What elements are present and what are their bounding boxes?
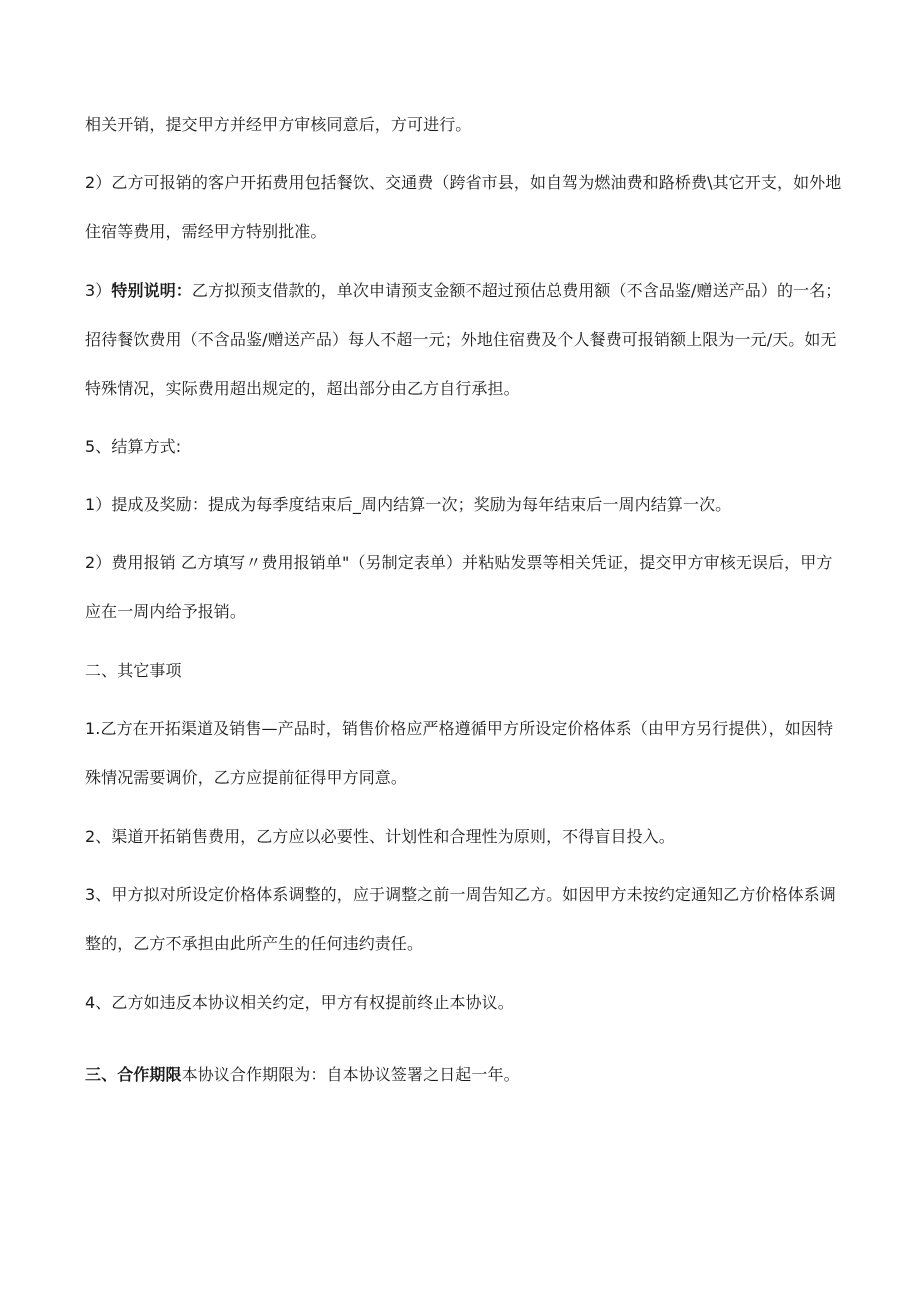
paragraph-reimbursable-expenses: 2）乙方可报销的客户开拓费用包括餐饮、交通费（跨省市县，如自驾为燃油费和路桥费\其它开支，如外地住宿等费用，需经甲方特别批准。: [85, 173, 842, 241]
section-cooperation-term: [85, 1050, 845, 1099]
cooperation-term-heading: 三、合作期限: [85, 1065, 182, 1084]
special-note-number: 3）: [85, 281, 112, 300]
section-other-matters-heading: 二、其它事项: [85, 661, 182, 680]
paragraph-price-adjustment: 3、甲方拟对所设定价格体系调整的，应于调整之前一周告知乙方。如因甲方未按约定通知乙方价格体系调整的，乙方不承担由此所产生的任何违约责任。: [85, 885, 836, 953]
paragraph-expense-approval: 相关开销，提交甲方并经甲方审核同意后，方可进行。: [85, 115, 472, 134]
paragraph-channel-costs: 2、渠道开拓销售费用，乙方应以必要性、计划性和合理性为原则，不得盲目投入。: [85, 827, 675, 846]
section-settlement-heading: 5、结算方式:: [85, 437, 182, 456]
paragraph-commission-settlement: 1）提成及奖励：提成为每季度结束后_周内结算一次；奖励为每年结束后一周内结算一次。: [85, 495, 732, 514]
special-note-body: 乙方拟预支借款的，单次申请预支金额不超过预估总费用额（不含品鉴/赠送产品）的一名；招待餐饮费用（不含品鉴/赠送产品）每人不超一元；外地住宿费及个人餐费可报销额上限为一元/天。如无特殊情况，实际费用超出规定的，超出部分由乙方自行承担。: [85, 281, 842, 398]
paragraph-expense-reimbursement: 2）费用报销 乙方填写〃费用报销单"（另制定表单）并粘贴发票等相关凭证，提交甲方审核无误后，甲方应在一周内给予报销。: [85, 553, 833, 621]
cooperation-term-body: 本协议合作期限为：自本协议签署之日起一年。: [181, 1065, 520, 1084]
special-note-heading: 特别说明：: [111, 281, 192, 300]
paragraph-pricing-system: 1.乙方在开拓渠道及销售—产品时，销售价格应严格遵循甲方所设定价格体系（由甲方另行提供），如因特殊情况需要调价，乙方应提前征得甲方同意。: [85, 719, 834, 787]
paragraph-special-note: [85, 266, 845, 413]
paragraph-termination: 4、乙方如违反本协议相关约定，甲方有权提前终止本协议。: [85, 993, 514, 1012]
